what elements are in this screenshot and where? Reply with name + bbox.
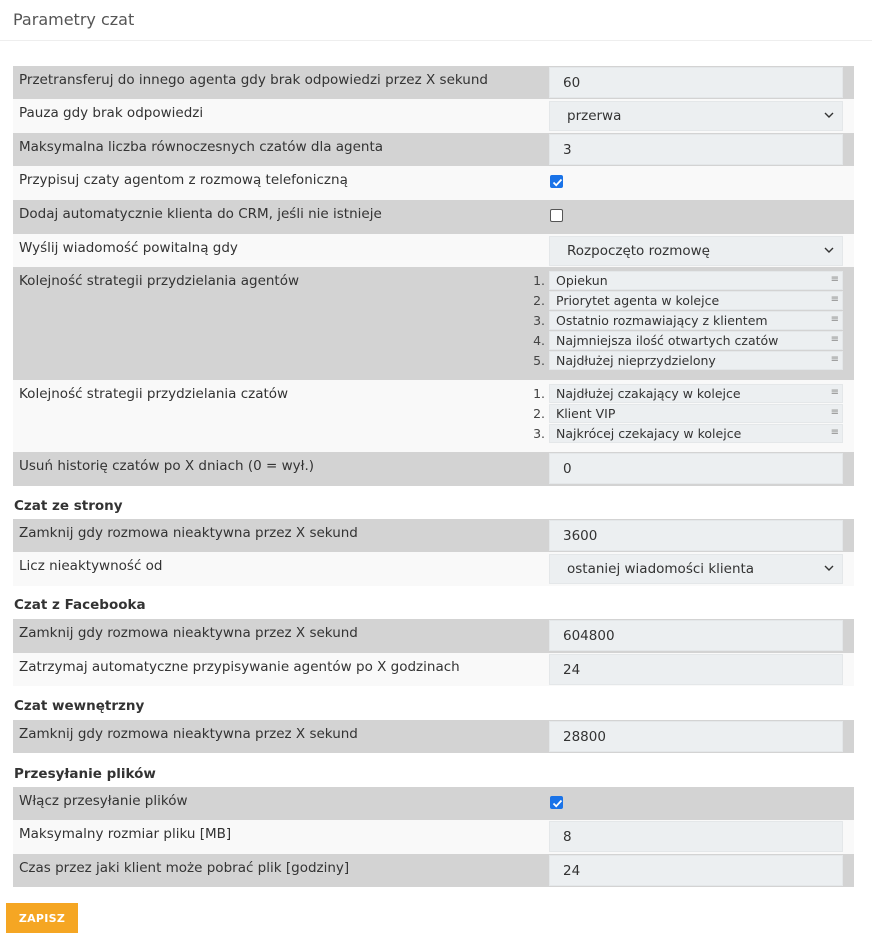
chat-strategy-list [533, 380, 843, 443]
chevron-down-icon [824, 110, 834, 120]
section-title-web-chat: Czat ze strony [14, 498, 123, 514]
list-item[interactable] [533, 403, 843, 423]
setting-row-agent-strategy [13, 267, 854, 380]
drag-handle-icon[interactable]: ≡ [830, 273, 839, 285]
max-chats-label: Maksymalna liczba równoczesnych czatów dla agenta [19, 139, 384, 155]
list-item-label: Priorytet agenta w kolejce [556, 292, 720, 308]
internal-close-input[interactable]: 28800 [549, 721, 843, 752]
list-item-number: 5. [533, 352, 545, 368]
checkmark-icon [551, 797, 564, 810]
transfer-label: Przetransferuj do innego agenta gdy brak odpowiedzi przez X sekund [19, 72, 488, 88]
max-size-label: Maksymalny rozmiar pliku [MB] [19, 826, 232, 842]
page-title: Parametry czat [13, 10, 135, 29]
list-item-number: 1. [533, 385, 545, 401]
chat-strategy-label: Kolejność strategii przydzielania czatów [19, 386, 289, 402]
list-item-number: 1. [533, 272, 545, 288]
list-item-number: 2. [533, 292, 545, 308]
drag-handle-icon[interactable]: ≡ [830, 293, 839, 305]
pause-label: Pauza gdy brak odpowiedzi [19, 105, 204, 121]
web-close-input[interactable]: 3600 [549, 520, 843, 551]
section-title-file-transfer: Przesyłanie plików [14, 766, 156, 782]
list-item-label: Najdłużej nieprzydzielony [556, 352, 716, 368]
drag-handle-icon[interactable]: ≡ [830, 333, 839, 345]
list-item-number: 4. [533, 332, 545, 348]
fb-stop-assign-label: Zatrzymaj automatyczne przypisywanie agentów po X godzinach [19, 659, 460, 675]
list-item[interactable] [533, 310, 843, 330]
setting-row-welcome [13, 234, 854, 267]
assign-phone-label: Przypisuj czaty agentom z rozmową telefoniczną [19, 172, 348, 188]
welcome-select[interactable] [549, 236, 843, 266]
list-item-number: 3. [533, 312, 545, 328]
list-item-number: 2. [533, 405, 545, 421]
setting-row-transfer [13, 66, 854, 99]
save-button[interactable]: ZAPISZ [6, 903, 78, 933]
download-time-label: Czas przez jaki klient może pobrać plik [godziny] [19, 860, 350, 876]
section-title-facebook-chat: Czat z Facebooka [14, 597, 146, 613]
list-item-label: Najkrócej czekajacy w kolejce [556, 425, 742, 441]
drag-handle-icon[interactable]: ≡ [830, 353, 839, 365]
inactivity-select-value: ostaniej wiadomości klienta [567, 561, 755, 577]
pause-select[interactable] [549, 101, 843, 131]
page-header [0, 0, 872, 41]
list-item-label: Opiekun [556, 272, 608, 288]
list-item[interactable] [533, 383, 843, 403]
list-item-label: Ostatnio rozmawiający z klientem [556, 312, 768, 328]
assign-phone-checkbox[interactable] [550, 175, 563, 188]
inactivity-select[interactable] [549, 554, 843, 584]
list-item[interactable] [533, 330, 843, 350]
fb-close-label: Zamknij gdy rozmowa nieaktywna przez X sekund [19, 625, 358, 641]
setting-row-inactivity [13, 552, 854, 586]
setting-row-internal-close [13, 720, 854, 753]
internal-close-label: Zamknij gdy rozmowa nieaktywna przez X sekund [19, 726, 358, 742]
list-item[interactable] [533, 350, 843, 370]
fb-close-input[interactable]: 604800 [549, 620, 843, 651]
welcome-select-value: Rozpoczęto rozmowę [567, 243, 710, 259]
setting-row-web-close [13, 519, 854, 552]
drag-handle-icon[interactable]: ≡ [830, 386, 839, 398]
welcome-label: Wyślij wiadomość powitalną gdy [19, 240, 238, 256]
setting-row-max-size [13, 820, 854, 854]
drag-handle-icon[interactable]: ≡ [830, 406, 839, 418]
list-item-label: Najmniejsza ilość otwartych czatów [556, 332, 779, 348]
setting-row-fb-close [13, 619, 854, 653]
agent-strategy-list [533, 267, 843, 370]
setting-row-max-chats [13, 133, 854, 166]
setting-row-file-enable [13, 787, 854, 820]
setting-row-add-crm [13, 200, 854, 234]
setting-row-download-time [13, 854, 854, 887]
inactivity-label: Licz nieaktywność od [19, 558, 163, 574]
section-title-internal-chat: Czat wewnętrzny [14, 698, 145, 714]
drag-handle-icon[interactable]: ≡ [830, 426, 839, 438]
web-close-label: Zamknij gdy rozmowa nieaktywna przez X sekund [19, 525, 358, 541]
download-time-input[interactable]: 24 [549, 855, 843, 886]
pause-select-value: przerwa [567, 108, 622, 124]
transfer-seconds-input[interactable]: 60 [549, 67, 843, 98]
history-label: Usuń historię czatów po X dniach (0 = wył.) [19, 458, 315, 474]
drag-handle-icon[interactable]: ≡ [830, 313, 839, 325]
agent-strategy-label: Kolejność strategii przydzielania agentów [19, 273, 300, 289]
setting-row-history [13, 452, 854, 486]
list-item[interactable] [533, 423, 843, 443]
list-item-number: 3. [533, 425, 545, 441]
file-enable-label: Włącz przesyłanie plików [19, 793, 188, 809]
history-days-input[interactable]: 0 [549, 453, 843, 484]
setting-row-assign-phone [13, 166, 854, 200]
max-size-input[interactable]: 8 [549, 821, 843, 852]
list-item[interactable] [533, 290, 843, 310]
list-item[interactable] [533, 270, 843, 290]
add-crm-checkbox[interactable] [550, 209, 563, 222]
setting-row-pause [13, 99, 854, 133]
fb-stop-assign-input[interactable]: 24 [549, 654, 843, 685]
setting-row-fb-stop-assign [13, 653, 854, 686]
chevron-down-icon [824, 563, 834, 573]
setting-row-chat-strategy [13, 380, 854, 452]
list-item-label: Klient VIP [556, 405, 616, 421]
file-enable-checkbox[interactable] [550, 796, 563, 809]
max-chats-input[interactable]: 3 [549, 134, 843, 165]
list-item-label: Najdłużej czakający w kolejce [556, 385, 741, 401]
add-crm-label: Dodaj automatycznie klienta do CRM, jeśli nie istnieje [19, 206, 382, 222]
checkmark-icon [551, 176, 564, 189]
settings-form [0, 41, 872, 887]
chevron-down-icon [824, 245, 834, 255]
